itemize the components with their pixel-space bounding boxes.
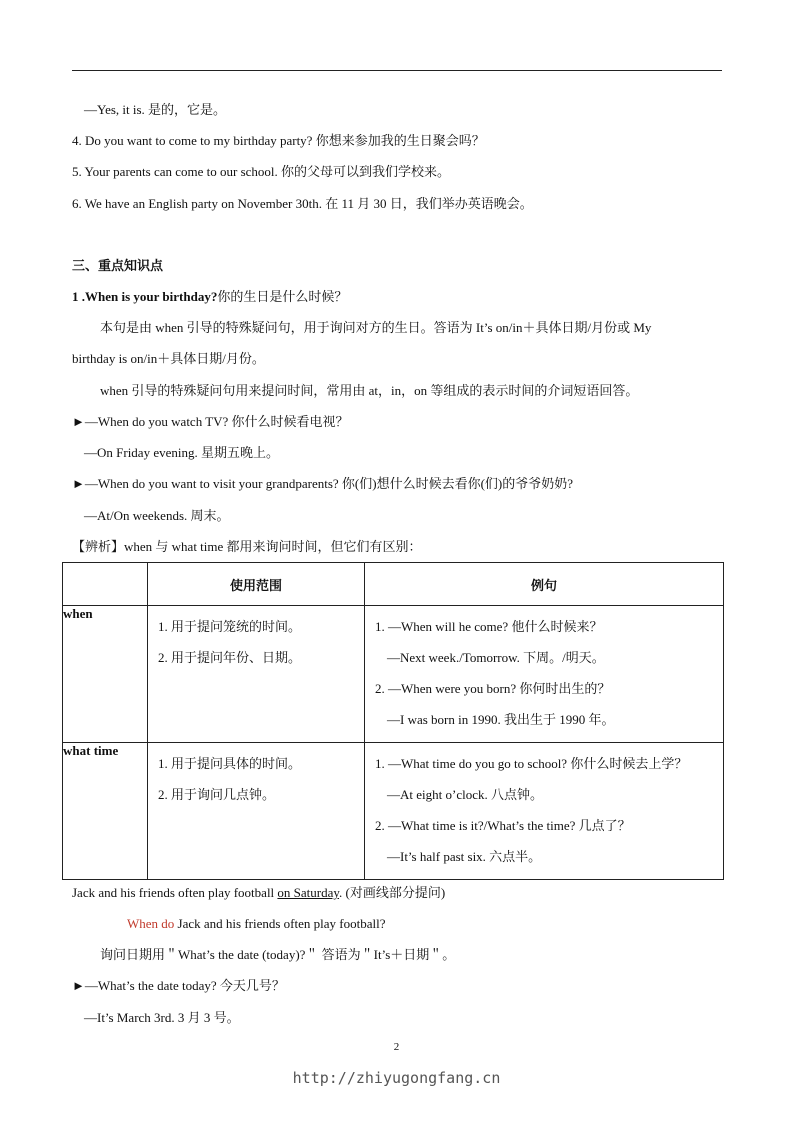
example-2-answer: —At/On weekends. 周末。 [84, 508, 230, 523]
example-item: 1. —When will he come? 他什么时候来？ [375, 619, 603, 634]
date-question-note: 询问日期用＂What’s the date (today)?＂ 答语为＂It’s＋日期＂。 [100, 947, 456, 962]
example-item: 2. —When were you born? 你何时出生的？ [375, 681, 611, 696]
term-cell: when [63, 606, 148, 743]
answer-line: —Yes, it is. 是的，它是。 [84, 102, 227, 117]
page-number: 2 [393, 1041, 400, 1053]
example-item: —It’s half past six. 六点半。 [387, 849, 542, 864]
header-usage: 使用范围 [148, 563, 365, 606]
point-1-heading [72, 288, 347, 306]
jack-sentence-start: Jack and his friends often play football [72, 885, 278, 900]
usage-item: 1. 用于提问具体的时间。 [158, 756, 302, 771]
example-1-answer: —On Friday evening. 星期五晚上。 [84, 445, 279, 460]
table-row [63, 743, 724, 880]
usage-item: 1. 用于提问笼统的时间。 [158, 619, 302, 634]
example-item: —I was born in 1990. 我出生于 1990 年。 [387, 712, 615, 727]
jack-answer [127, 915, 385, 933]
jack-answer-rest: Jack and his friends often play football? [174, 916, 386, 931]
analysis-heading: 【辨析】when 与 what time 都用来询问时间，但它们有区别： [72, 539, 422, 554]
header-blank [63, 563, 148, 606]
explanation-line-1: 本句是由 when 引导的特殊疑问句，用于询问对方的生日。答语为 It’s on/in＋具体日期/月份或 My [100, 320, 652, 335]
example-item: —Next week./Tomorrow. 下周。/明天。 [387, 650, 605, 665]
header-examples: 例句 [365, 563, 724, 606]
highlighted-question-word: When do [127, 916, 175, 931]
sentence-4: 4. Do you want to come to my birthday party? 你想来参加我的生日聚会吗？ [72, 133, 485, 148]
footer-url[interactable]: http://zhiyugongfang.cn [292, 1069, 501, 1087]
example-item: 1. —What time do you go to school? 你什么时候去上学？ [375, 756, 688, 771]
jack-sentence-end: . (对画线部分提问) [339, 885, 446, 900]
usage-cell [148, 743, 365, 880]
example-item: 2. —What time is it?/What’s the time? 几点了？ [375, 818, 631, 833]
jack-sentence [72, 884, 445, 902]
term-cell: what time [63, 743, 148, 880]
example-3-question: ►—What’s the date today? 今天几号？ [72, 978, 285, 993]
table-header-row [63, 563, 724, 606]
usage-item: 2. 用于询问几点钟。 [158, 787, 276, 802]
sentence-5: 5. Your parents can come to our school. 你的父母可以到我们学校来。 [72, 164, 451, 179]
table-row [63, 606, 724, 743]
example-2-question: ►—When do you want to visit your grandparents? 你(们)想什么时候去看你(们)的爷爷奶奶? [72, 476, 574, 491]
explanation-line-3: when 引导的特殊疑问句用来提问时间，常用由 at，in，on 等组成的表示时间的介词短语回答。 [100, 383, 639, 398]
examples-cell [365, 606, 724, 743]
examples-cell [365, 743, 724, 880]
section-title: 三、重点知识点 [72, 258, 164, 273]
usage-cell [148, 606, 365, 743]
comparison-table [62, 562, 724, 880]
example-item: —At eight o’clock. 八点钟。 [387, 787, 543, 802]
point-1-english: 1 .When is your birthday? [72, 289, 218, 304]
explanation-line-2: birthday is on/in＋具体日期/月份。 [72, 351, 265, 366]
sentence-6: 6. We have an English party on November 30th. 在 11 月 30 日，我们举办英语晚会。 [72, 196, 533, 211]
underlined-phrase: on Saturday [277, 885, 340, 900]
example-1-question: ►—When do you watch TV? 你什么时候看电视？ [72, 414, 349, 429]
header-rule [72, 70, 722, 71]
example-3-answer: —It’s March 3rd. 3 月 3 号。 [84, 1010, 240, 1025]
usage-item: 2. 用于提问年份、日期。 [158, 650, 302, 665]
point-1-chinese: 你的生日是什么时候？ [217, 289, 348, 304]
